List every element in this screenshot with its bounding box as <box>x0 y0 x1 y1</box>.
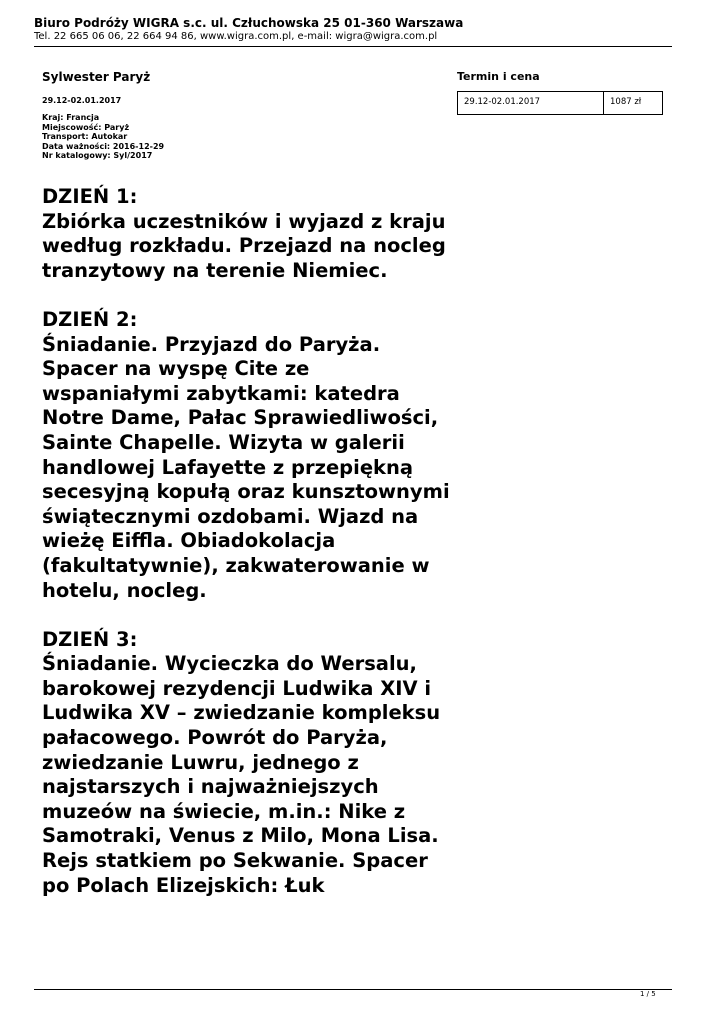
price-heading: Termin i cena <box>457 70 540 83</box>
price-table-date: 29.12-02.01.2017 <box>458 92 604 114</box>
price-table <box>457 91 663 115</box>
day-title: DZIEŃ 1: <box>42 185 138 208</box>
company-name: Biuro Podróży WIGRA s.c. ul. Człuchowska 25 01-360 Warszawa <box>34 16 464 30</box>
tour-detail-catalog-number: Nr katalogowy: Syl/2017 <box>42 151 153 160</box>
tour-detail-transport: Transport: Autokar <box>42 132 128 141</box>
tour-details <box>42 113 164 161</box>
day-description: Śniadanie. Wycieczka do Wersalu, barokowej rezydencji Ludwika XIV i Ludwika XV – zwiedzanie kompleksu pałacowego. Powrót do Paryża, zwiedzanie Luwru, jednego z najstarszych i najważniejszych muzeów na świecie, m.in.: Nike z Samotraki, Venus z Milo, Mona Lisa. Rejs statkiem po Sekwanie. Spacer po Polach Elizejskich: Łuk <box>42 652 441 897</box>
program-day <box>42 185 452 283</box>
program-day <box>42 628 452 899</box>
tour-dates: 29.12-02.01.2017 <box>42 96 122 105</box>
program-day <box>42 308 452 603</box>
tour-detail-country: Kraj: Francja <box>42 113 100 122</box>
tour-program <box>42 185 452 923</box>
footer-divider <box>34 989 672 990</box>
day-description: Śniadanie. Przyjazd do Paryża. Spacer na wyspę Cite ze wspaniałymi zabytkami: katedra Notre Dame, Pałac Sprawiedliwości, Sainte Chapelle. Wizyta w galerii handlowej Lafayette z przepiękną secesyjną kopułą oraz kunsztownymi świątecznymi ozdobami. Wjazd na wieżę Eiffla. Obiadokolacja (fakultatywnie), zakwaterowanie w hotelu, nocleg. <box>42 332 450 602</box>
header-divider <box>34 46 672 47</box>
day-title: DZIEŃ 2: <box>42 307 138 331</box>
tour-title: Sylwester Paryż <box>42 70 151 84</box>
page-number: 1 / 5 <box>640 990 656 998</box>
day-description: Zbiórka uczestników i wyjazd z kraju według rozkładu. Przejazd na nocleg tranzytowy na terenie Niemiec. <box>42 209 446 282</box>
price-table-price: 1087 zł <box>610 97 642 107</box>
company-contact: Tel. 22 665 06 06, 22 664 94 86, www.wigra.com.pl, e-mail: wigra@wigra.com.pl <box>34 31 438 42</box>
tour-detail-validity: Data ważności: 2016-12-29 <box>42 141 165 151</box>
day-title: DZIEŃ 3: <box>42 627 138 651</box>
tour-detail-city: Miejscowość: Paryż <box>42 122 130 132</box>
